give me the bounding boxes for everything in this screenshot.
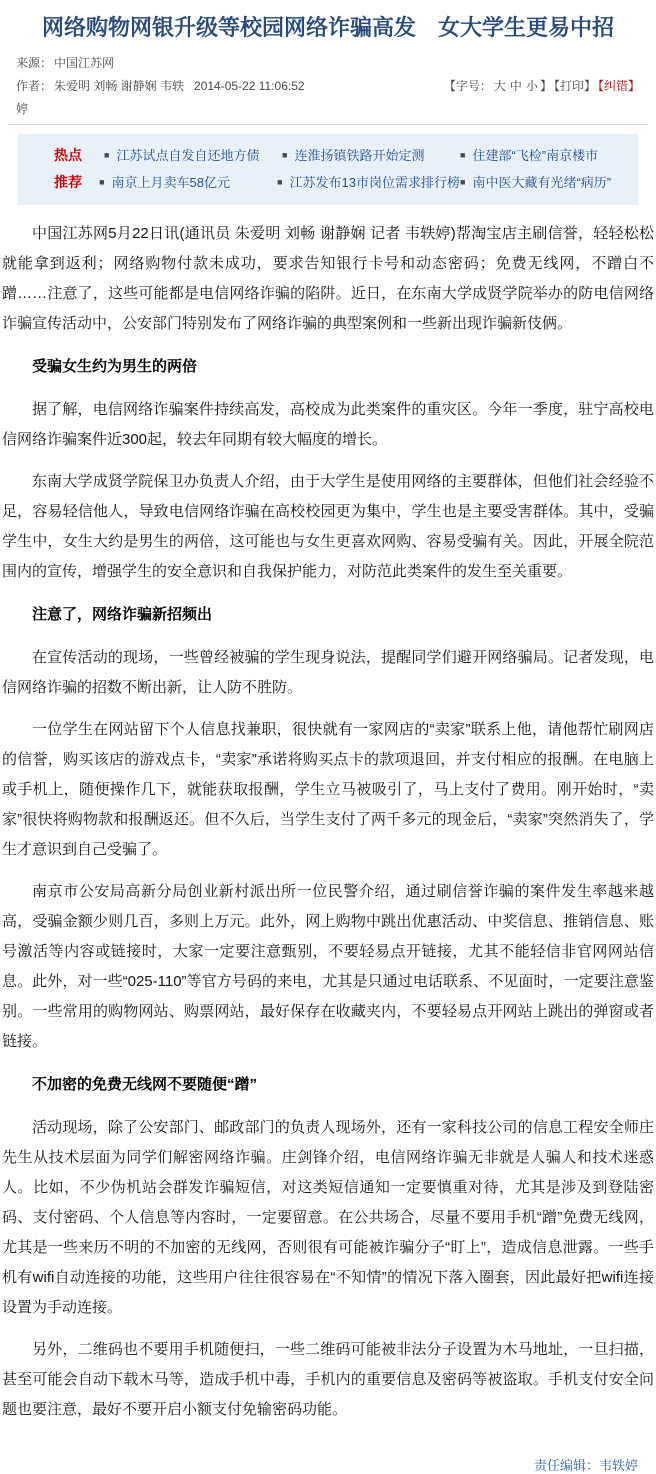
hot-row-label: 推荐 — [54, 174, 82, 190]
square-bullet-icon: ■ — [99, 177, 105, 187]
meta-block — [0, 52, 656, 121]
hot-row — [18, 169, 638, 196]
font-size-label-close: 】 — [539, 79, 552, 93]
square-bullet-icon: ■ — [277, 177, 283, 187]
hot-link-item — [277, 169, 460, 196]
article-paragraph: 中国江苏网5月22日讯(通讯员 朱爱明 刘畅 谢静娴 记者 韦轶婷)帮淘宝店主刷信誉，轻轻松松就能拿到返利；网络购物付款未成功，要求告知银行卡号和动态密码；免费无线网，不蹭白不蹭……注意了，这些可能都是电信网络诈骗的陷阱。近日，在东南大学成贤学院举办的防电信网络诈骗宣传活动中，公安部门特别发布了网络诈骗的典型案例和一些新出现诈骗新伎俩。 — [2, 225, 654, 332]
article-paragraph: 活动现场，除了公安部门、邮政部门的负责人现场外，还有一家科技公司的信息工程安全师庄先生从技术层面为同学们解密网络诈骗。庄剑锋介绍，电信网络诈骗无非就是人骗人和技术迷惑人。比如，不少伪机站会群发诈骗短信，对这类短信通知一定要慎重对待，尤其是涉及到登陆密码、支付密码、个人信息等内容时，一定要留意。在公共场合，尽量不要用手机“蹭”免费无线网，尤其是一些来历不明的不加密的无线网，否则很有可能被诈骗分子“盯上”，造成信息泄露。一些手机有wifi自动连接的功能，这些用户往往很容易在“不知情”的情况下落入圈套，因此最好把wifi连接设置为手动连接。 — [2, 1119, 654, 1316]
publish-timestamp: 2014-05-22 11:06:52 — [194, 79, 305, 93]
square-bullet-icon: ■ — [282, 150, 288, 160]
hot-link[interactable]: 江苏试点自发自还地方债 — [116, 148, 260, 163]
author-names: 朱爱明 刘畅 谢静娴 韦轶 — [54, 79, 185, 93]
section-heading: 受骗女生约为男生的两倍 — [32, 358, 198, 375]
font-size-medium-button[interactable]: 中 — [509, 79, 522, 93]
square-bullet-icon: ■ — [460, 150, 466, 160]
article-paragraph: 据了解，电信网络诈骗案件持续高发，高校成为此类案件的重灾区。今年一季度，驻宁高校电信网络诈骗案件近300起，较去年同期有较大幅度的增长。 — [2, 401, 654, 448]
article-paragraph: 南京市公安局高新分局创业新村派出所一位民警介绍，通过刷信誉诈骗的案件发生率越来越高，受骗金额少则几百，多则上万元。此外，网上购物中跳出优惠活动、中奖信息、推销信息、账号激活等内容或链接时，大家一定要注意甄别，不要轻易点开链接，尤其不能轻信非官网网站信息。此外，对一些“025-110”等官方号码的来电，尤其是只通过电话联系、不见面时，一定要注意鉴别。一些常用的购物网站、购票网站，最好保存在收藏夹内，不要轻易点开网站上跳出的弹窗或者链接。 — [2, 883, 654, 1050]
print-button[interactable]: 【打印】 — [553, 79, 596, 93]
section-heading: 注意了，网络诈骗新招频出 — [32, 606, 213, 623]
error-report-button[interactable]: 【纠错】 — [597, 79, 640, 93]
hot-link[interactable]: 南中医大藏有光绪“病历” — [472, 175, 612, 190]
source-name: 中国江苏网 — [54, 56, 115, 70]
hot-link[interactable]: 江苏发布13市岗位需求排行榜 — [289, 175, 460, 190]
article-paragraph: 在宣传活动的现场，一些曾经被骗的学生现身说法，提醒同学们避开网络骗局。记者发现，电信网络诈骗的招数不断出新，让人防不胜防。 — [2, 649, 654, 696]
hot-row-label: 热点 — [54, 147, 82, 163]
hot-link[interactable]: 住建部“飞检”南京楼市 — [472, 148, 599, 163]
author-name-overflow: 婷 — [16, 102, 29, 116]
source-label: 来源： — [16, 56, 53, 70]
author-label: 作者： — [16, 79, 53, 93]
square-bullet-icon: ■ — [460, 177, 466, 187]
square-bullet-icon: ■ — [104, 150, 110, 160]
hot-row — [18, 142, 638, 169]
source-row — [16, 52, 640, 75]
page-title: 网络购物网银升级等校园网络诈骗高发 女大学生更易中招 — [41, 15, 614, 40]
hot-link-item — [282, 142, 460, 169]
hot-link-item — [460, 142, 638, 169]
section-heading: 不加密的免费无线网不要随便“蹭” — [32, 1076, 258, 1093]
article-paragraph: 一位学生在网站留下个人信息找兼职，很快就有一家网店的“卖家”联系上他，请他帮忙刷网店的信誉，购买该店的游戏点卡，“卖家”承诺将购买点卡的款项退回，并支付相应的报酬。在电脑上或手机上，随便操作几下，就能获取报酬，学生立马被吸引了，马上支付了费用。刚开始时，“卖家”很快将购物款和报酬返还。但不久后，当学生支付了两千多元的现金后，“卖家”突然消失了，学生才意识到自己受骗了。 — [2, 721, 654, 858]
header-divider — [8, 124, 648, 125]
hot-link[interactable]: 南京上月卖车58亿元 — [111, 175, 230, 190]
article-tools — [444, 75, 640, 98]
article-paragraph: 东南大学成贤学院保卫办负责人介绍，由于大学生是使用网络的主要群体，但他们社会经验不足，容易轻信他人，导致电信网络诈骗在高校校园更为集中，学生也是主要受害群体。其中，受骗学生中，女生大约是男生的两倍，这可能也与女生更喜欢网购、容易受骗有关。因此，开展全院范围内的宣传，增强学生的安全意识和自我保护能力，对防范此类案件的发生至关重要。 — [2, 473, 654, 580]
hot-links-box — [18, 134, 638, 205]
article-page — [0, 14, 656, 1474]
editor-credit: 责任编辑：韦轶婷 — [533, 1458, 638, 1473]
article-paragraph: 另外，二维码也不要用手机随便扫，一些二维码可能被非法分子设置为木马地址，一旦扫描，甚至可能会自动下载木马等，造成手机中毒，手机内的重要信息及密码等被盗取。手机支付安全问题也要注意，最好不要开启小额支付免输密码功能。 — [2, 1341, 654, 1418]
article-body — [2, 219, 654, 1425]
hot-link-item — [460, 169, 638, 196]
hot-link-item — [99, 169, 277, 196]
font-size-large-button[interactable]: 大 — [493, 79, 506, 93]
font-size-small-button[interactable]: 小 — [525, 79, 538, 93]
hot-link[interactable]: 连淮扬镇铁路开始定测 — [294, 148, 425, 163]
hot-link-item — [104, 142, 282, 169]
font-size-label: 【字号： — [443, 79, 492, 93]
author-row — [16, 75, 640, 98]
